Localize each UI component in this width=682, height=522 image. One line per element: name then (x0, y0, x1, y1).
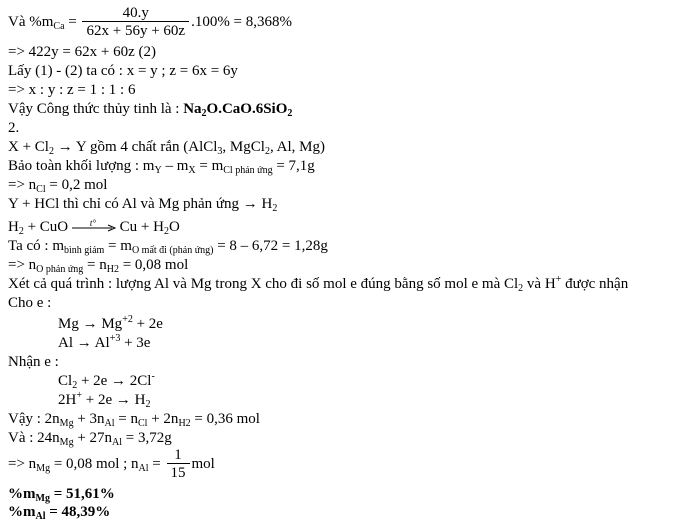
text: + 2e → 2Cl (77, 373, 152, 389)
line-reaction-x-cl2 (8, 138, 325, 156)
subscript: 2 (163, 226, 169, 237)
line-part-2: 2. (8, 120, 20, 136)
text: Y + HCl thì chỉ có Al và Mg phản ứng → H (8, 196, 273, 212)
subscript: Ca (53, 20, 65, 32)
text: = 0,08 mol (118, 257, 189, 273)
superscript: + (76, 390, 82, 401)
subscript: O phản ứng (36, 264, 84, 275)
subscript: 2 (518, 283, 524, 294)
text: = 48,39% (45, 504, 111, 520)
text: Xét cả quá trình : lượng Al và Mg trong X cho đi số mol e đúng bằng số mol e mà Cl (8, 276, 519, 292)
subscript: 2 (201, 108, 207, 119)
text: + CuO (23, 219, 72, 235)
superscript: +3 (109, 333, 121, 344)
line-subtract: Lấy (1) - (2) ta có : x = y ; z = 6x = 6y (8, 63, 238, 79)
text: Vậy Công thức thủy tinh là : (8, 101, 184, 117)
line-y-hcl (8, 195, 277, 213)
line-n-o (8, 256, 188, 274)
subscript: Mg (35, 493, 50, 504)
line-equation-2: => 422y = 62x + 60z (2) (8, 44, 156, 60)
fraction (82, 5, 189, 40)
line-ratio: => x : y : z = 1 : 1 : 6 (8, 82, 136, 98)
fraction-denominator: 62x + 56y + 60z (82, 21, 189, 40)
arrow-condition: t° (89, 217, 96, 228)
line-glass-formula (8, 100, 292, 118)
text: X + Cl (8, 139, 49, 155)
subscript: 2 (145, 399, 151, 410)
text: => n (8, 257, 37, 273)
subscript: bình giảm (64, 245, 105, 256)
subscript: H2 (106, 264, 119, 275)
text: = (64, 13, 81, 30)
text: => n (8, 455, 37, 472)
superscript: - (151, 371, 155, 382)
text: Cl (58, 373, 73, 389)
line-mass-percent-ca (8, 5, 292, 40)
subscript: Mg (36, 462, 51, 474)
text: + 27n (73, 430, 113, 446)
text: = 0,36 mol (190, 411, 260, 427)
text: Mg → Mg (58, 316, 123, 332)
text: %m (8, 486, 36, 502)
text: Cu + H (115, 219, 164, 235)
text: = n (83, 257, 107, 273)
text: .100% = 8,368% (191, 13, 293, 30)
text: Vậy : 2n (8, 411, 60, 427)
text: Và : 24n (8, 430, 60, 446)
subscript: Y (154, 165, 162, 176)
text: = 0,2 mol (45, 177, 108, 193)
line-give-e: Cho e : (8, 295, 52, 311)
text: = 3,72g (122, 430, 172, 446)
text: = (148, 455, 165, 472)
reaction-arrow-icon (72, 217, 116, 235)
line-mass-balance (8, 429, 172, 447)
text: = n (114, 411, 139, 427)
line-mass-conservation (8, 157, 315, 175)
text: + 2e → H (81, 392, 146, 408)
line-receive-e: Nhận e : (8, 354, 59, 370)
text: %m (8, 504, 36, 520)
text: Na (183, 101, 202, 117)
line-mg-oxidation (58, 315, 163, 333)
line-moles-result (8, 447, 215, 482)
text: = 7,1g (272, 158, 315, 174)
subscript: Mg (59, 437, 74, 448)
text: + 3e (120, 335, 151, 351)
text: + 3n (73, 411, 105, 427)
line-mass-decrease (8, 237, 328, 255)
line-h2-cuo (8, 218, 180, 236)
line-electron-balance (8, 410, 260, 428)
subscript: H2 (178, 418, 191, 429)
text: Ta có : m (8, 238, 65, 254)
text: O.CaO.6SiO (206, 101, 288, 117)
text: được nhận (561, 276, 629, 292)
subscript: O mất đi (phản ứng) (131, 245, 214, 256)
text: và H (523, 276, 556, 292)
subscript: Al (138, 462, 149, 474)
subscript: 2 (264, 146, 270, 157)
text: + 2n (147, 411, 179, 427)
text: mol (191, 455, 215, 472)
subscript: Mg (59, 418, 74, 429)
text: H (8, 219, 19, 235)
fraction-denominator: 15 (167, 463, 190, 482)
subscript: Al (104, 418, 115, 429)
line-cl-reduction (58, 372, 155, 390)
text: – m (161, 158, 189, 174)
subscript: Cl phản ứng (223, 165, 273, 176)
text: , MgCl (222, 139, 265, 155)
fraction (167, 447, 190, 482)
text: => n (8, 177, 37, 193)
subscript: 2 (287, 108, 293, 119)
subscript: Al (112, 437, 123, 448)
text: Bảo toàn khối lượng : m (8, 158, 155, 174)
text: = 51,61% (49, 486, 115, 502)
text: O (168, 219, 180, 235)
text: → Y gồm 4 chất rắn (AlCl (53, 139, 218, 155)
line-al-oxidation (58, 334, 150, 352)
subscript: 2 (48, 146, 54, 157)
superscript: + (555, 274, 562, 285)
subscript: Cl (36, 184, 46, 195)
line-percent-al (8, 503, 110, 521)
subscript: 3 (217, 146, 223, 157)
line-whole-process (8, 275, 628, 293)
text: + 2e (132, 316, 163, 332)
fraction-numerator: 40.y (122, 5, 149, 21)
text: = m (104, 238, 132, 254)
text: , Al, Mg) (269, 139, 325, 155)
text: Al → Al (58, 335, 110, 351)
text: 2H (58, 392, 77, 408)
subscript: 2 (18, 226, 24, 237)
text: = 8 – 6,72 = 1,28g (213, 238, 328, 254)
subscript: Cl (138, 418, 148, 429)
line-n-cl (8, 176, 107, 194)
subscript: 2 (272, 203, 278, 214)
fraction-numerator: 1 (174, 447, 182, 463)
text: Và %m (8, 13, 54, 30)
text: = m (195, 158, 224, 174)
text: = 0,08 mol ; n (50, 455, 139, 472)
line-percent-mg (8, 485, 115, 503)
line-h-reduction (58, 391, 150, 409)
subscript: Al (35, 511, 46, 522)
superscript: +2 (122, 314, 133, 325)
formula (183, 101, 292, 117)
subscript: 2 (72, 380, 78, 391)
subscript: X (188, 165, 196, 176)
